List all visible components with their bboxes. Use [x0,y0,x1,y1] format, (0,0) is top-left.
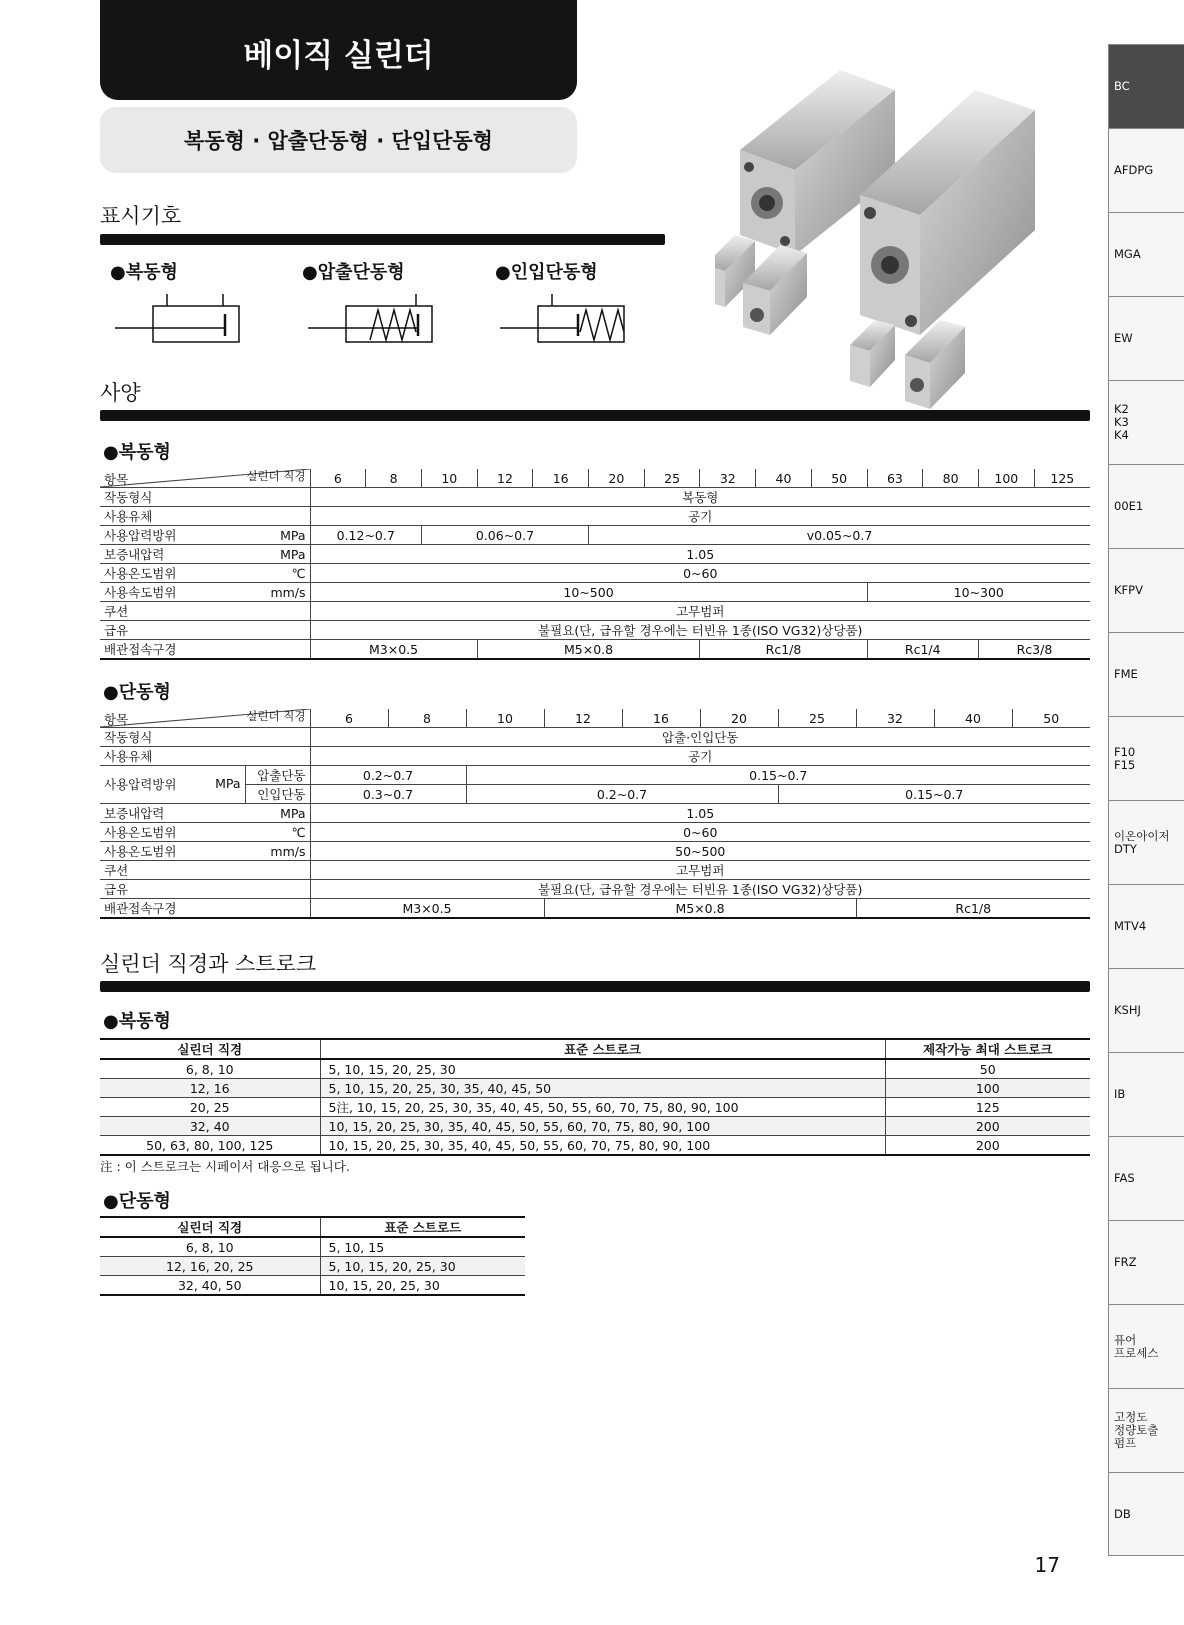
row-unit: MPa [245,804,310,823]
bore-header-cell: 10 [466,709,544,728]
value-cell: 0.15~0.7 [778,785,1090,804]
bore-header-cell: 125 [1034,469,1090,488]
row-label: 사용유체 [100,507,245,526]
side-tab-0[interactable]: BC [1108,44,1184,128]
stroke-note: 注 : 이 스트로크는 시페이서 대응으로 됩니다. [100,1159,350,1174]
header-row [100,1039,1090,1059]
corner-bottom-label: 항목 [104,712,129,727]
value-cell: Rc1/8 [700,640,867,660]
page-number: 17 [1034,1553,1060,1577]
side-tab-13[interactable]: FAS [1108,1136,1184,1220]
table-cell: 12, 16 [100,1079,320,1098]
section-divider [100,981,1090,992]
table-cell: 5注, 10, 15, 20, 25, 30, 35, 40, 45, 50, 55, 60, 70, 75, 80, 90, 100 [320,1098,885,1117]
bore-header-cell: 40 [756,469,812,488]
row-label: 배관접속구경 [100,899,245,919]
spec-row [100,545,1090,564]
value-cell: 고무범퍼 [310,861,1090,880]
table-cell: 5, 10, 15, 20, 25, 30 [320,1059,885,1079]
row-unit: MPa [215,776,241,791]
section-divider [100,410,1090,421]
value-cell: 0.2~0.7 [310,766,466,785]
value-cell: v0.05~0.7 [589,526,1090,545]
spec-row [100,488,1090,507]
side-tab-15[interactable]: 퓨어 프로세스 [1108,1304,1184,1388]
side-tab-6[interactable]: KFPV [1108,548,1184,632]
row-unit: ℃ [245,823,310,842]
row-unit: ℃ [245,564,310,583]
value-cell: 0.12~0.7 [310,526,421,545]
row-unit [245,861,310,880]
column-header: 표준 스트로드 [320,1217,525,1237]
bore-header-cell: 8 [388,709,466,728]
bore-header-cell: 10 [421,469,477,488]
bore-header-cell: 20 [700,709,778,728]
value-cell: 0.2~0.7 [466,785,778,804]
value-cell: 불필요(단, 급유할 경우에는 터빈유 1종(ISO VG32)상당품) [310,880,1090,899]
value-cell: Rc3/8 [978,640,1090,660]
bore-header-cell: 16 [622,709,700,728]
column-header: 표준 스트로크 [320,1039,885,1059]
value-cell: M3×0.5 [310,640,477,660]
row-unit [245,640,310,660]
value-cell: 고무범퍼 [310,602,1090,621]
pressure-row-pull [100,785,1090,804]
product-photo [715,55,1105,410]
symbols-section-title: 표시기호 [100,204,182,228]
corner-top-label: 실린더 직경 [246,709,306,723]
side-tab-navigation [1108,44,1184,1556]
value-cell: 공기 [310,747,1090,766]
side-tab-17[interactable]: DB [1108,1472,1184,1556]
row-unit: mm/s [245,583,310,602]
spec-single-heading: ●단동형 [103,682,171,703]
row-unit: MPa [245,545,310,564]
table-cell: 10, 15, 20, 25, 30 [320,1276,525,1296]
table-cell: 12, 16, 20, 25 [100,1257,320,1276]
row-unit: MPa [245,526,310,545]
spec-row [100,602,1090,621]
side-tab-4[interactable]: K2 K3 K4 [1108,380,1184,464]
single-acting-push-symbol [308,292,438,348]
spec-row [100,823,1090,842]
table-row [100,1276,525,1296]
value-cell: 불필요(단, 급유할 경우에는 터빈유 1종(ISO VG32)상당품) [310,621,1090,640]
spec-row [100,861,1090,880]
column-header: 실린더 직경 [100,1217,320,1237]
table-row [100,1098,1090,1117]
side-tab-5[interactable]: 00E1 [1108,464,1184,548]
table-row [100,1136,1090,1156]
symbol-label-pull: ●인입단동형 [495,262,598,283]
row-label: 사용속도범위 [100,583,245,602]
spec-row [100,583,1090,602]
table-cell: 32, 40, 50 [100,1276,320,1296]
side-tab-10[interactable]: MTV4 [1108,884,1184,968]
side-tab-7[interactable]: FME [1108,632,1184,716]
spec-row [100,621,1090,640]
row-unit [245,880,310,899]
value-cell: 압출·인입단동 [310,728,1090,747]
value-cell: 50~500 [310,842,1090,861]
side-tab-14[interactable]: FRZ [1108,1220,1184,1304]
single-acting-pull-symbol [500,292,630,348]
table-cell: 20, 25 [100,1098,320,1117]
table-cell: 5, 10, 15 [320,1237,525,1257]
stroke-section-title: 실린더 직경과 스트로크 [100,952,317,976]
spec-double-heading: ●복동형 [103,442,171,463]
spec-row [100,880,1090,899]
spec-row [100,842,1090,861]
value-cell: 0.15~0.7 [466,766,1090,785]
value-cell: 0~60 [310,823,1090,842]
bore-header-cell: 6 [310,469,366,488]
bore-header-cell: 50 [1012,709,1090,728]
row-label: 작동형식 [100,488,245,507]
side-tab-16[interactable]: 고정도 정량토출 펌프 [1108,1388,1184,1472]
value-cell: M3×0.5 [310,899,544,919]
side-tab-8[interactable]: F10 F15 [1108,716,1184,800]
row-label: 사용온도범위 [100,564,245,583]
row-unit: mm/s [245,842,310,861]
bore-header-cell: 25 [778,709,856,728]
bore-header-cell: 63 [867,469,923,488]
pull-label: 인입단동 [245,785,310,804]
corner-header-cell [100,469,310,488]
header-row [100,1217,525,1237]
table-cell: 50, 63, 80, 100, 125 [100,1136,320,1156]
spec-row [100,747,1090,766]
table-cell: 10, 15, 20, 25, 30, 35, 40, 45, 50, 55, 60, 70, 75, 80, 90, 100 [320,1136,885,1156]
table-cell: 5, 10, 15, 20, 25, 30 [320,1257,525,1276]
table-row [100,1059,1090,1079]
symbol-label-double: ●복동형 [110,262,178,283]
bore-header-cell: 25 [644,469,700,488]
table-cell: 125 [885,1098,1090,1117]
corner-header-cell [100,709,310,728]
value-cell: Rc1/4 [867,640,978,660]
bore-header-cell: 80 [923,469,979,488]
row-label: 사용온도범위 [100,823,245,842]
table-cell: 200 [885,1136,1090,1156]
row-unit [245,728,310,747]
table-cell: 32, 40 [100,1117,320,1136]
bore-header-cell: 32 [700,469,756,488]
bore-header-cell: 12 [544,709,622,728]
value-cell: 0~60 [310,564,1090,583]
side-tab-11[interactable]: KSHJ [1108,968,1184,1052]
spec-table-double [100,469,1090,660]
spec-row [100,507,1090,526]
page-subtitle: 복동형 · 압출단동형 · 단입단동형 [100,107,577,173]
value-cell: M5×0.8 [477,640,700,660]
table-cell: 6, 8, 10 [100,1237,320,1257]
header-row [100,469,1090,488]
spec-table-single [100,709,1090,919]
row-unit [245,899,310,919]
push-label: 압출단동 [245,766,310,785]
row-label: 배관접속구경 [100,640,245,660]
row-unit [245,747,310,766]
bore-header-cell: 6 [310,709,388,728]
row-label: 작동형식 [100,728,245,747]
table-cell: 200 [885,1117,1090,1136]
page-title: 베이직 실린더 [100,0,577,100]
side-tab-2[interactable]: MGA [1108,212,1184,296]
row-unit [245,621,310,640]
bore-header-cell: 50 [811,469,867,488]
spec-row [100,804,1090,823]
row-unit [245,488,310,507]
section-divider [100,234,665,245]
side-tab-12[interactable]: IB [1108,1052,1184,1136]
bore-header-cell: 16 [533,469,589,488]
table-cell: 10, 15, 20, 25, 30, 35, 40, 45, 50, 55, 60, 70, 75, 80, 90, 100 [320,1117,885,1136]
table-cell: 50 [885,1059,1090,1079]
row-label: 보증내압력 [100,545,245,564]
row-label: 사용압력방위 [100,526,245,545]
spec-row [100,564,1090,583]
value-cell: Rc1/8 [856,899,1090,919]
bore-header-cell: 100 [978,469,1034,488]
value-cell: 1.05 [310,545,1090,564]
corner-bottom-label: 항목 [104,472,129,487]
symbol-label-push: ●압출단동형 [302,262,405,283]
value-cell: M5×0.8 [544,899,856,919]
bore-header-cell: 40 [934,709,1012,728]
spec-section-title: 사양 [100,381,141,405]
value-cell: 복동형 [310,488,1090,507]
table-cell: 5, 10, 15, 20, 25, 30, 35, 40, 45, 50 [320,1079,885,1098]
stroke-table-double [100,1038,1090,1156]
value-cell: 0.3~0.7 [310,785,466,804]
header-row [100,709,1090,728]
spec-row [100,640,1090,660]
spec-row [100,899,1090,919]
side-tab-3[interactable]: EW [1108,296,1184,380]
double-acting-cylinder-symbol [115,292,245,348]
value-cell: 10~500 [310,583,867,602]
table-row [100,1237,525,1257]
table-cell: 6, 8, 10 [100,1059,320,1079]
row-unit [245,507,310,526]
bore-header-cell: 20 [589,469,645,488]
pressure-row-push [100,766,1090,785]
row-label: 쿠션 [100,602,245,621]
row-label: 사용온도범위 [100,842,245,861]
stroke-single-heading: ●단동형 [103,1191,171,1212]
row-label: 급유 [100,880,245,899]
row-label: 급유 [100,621,245,640]
spec-row [100,728,1090,747]
row-label: 사용압력방위 MPa [100,766,245,804]
value-cell: 0.06~0.7 [421,526,588,545]
value-cell: 공기 [310,507,1090,526]
stroke-table-single [100,1216,525,1296]
row-label: 쿠션 [100,861,245,880]
row-label: 보증내압력 [100,804,245,823]
table-row [100,1079,1090,1098]
value-cell: 1.05 [310,804,1090,823]
bore-header-cell: 32 [856,709,934,728]
row-unit [245,602,310,621]
corner-top-label: 실린더 직경 [246,469,306,483]
table-row [100,1117,1090,1136]
column-header: 제작가능 최대 스트로크 [885,1039,1090,1059]
row-label: 사용유체 [100,747,245,766]
side-tab-1[interactable]: AFDPG [1108,128,1184,212]
side-tab-9[interactable]: 이온아이저 DTY [1108,800,1184,884]
column-header: 실린더 직경 [100,1039,320,1059]
stroke-double-heading: ●복동형 [103,1011,171,1032]
bore-header-cell: 8 [366,469,422,488]
spec-row [100,526,1090,545]
bore-header-cell: 12 [477,469,533,488]
table-row [100,1257,525,1276]
value-cell: 10~300 [867,583,1090,602]
table-cell: 100 [885,1079,1090,1098]
